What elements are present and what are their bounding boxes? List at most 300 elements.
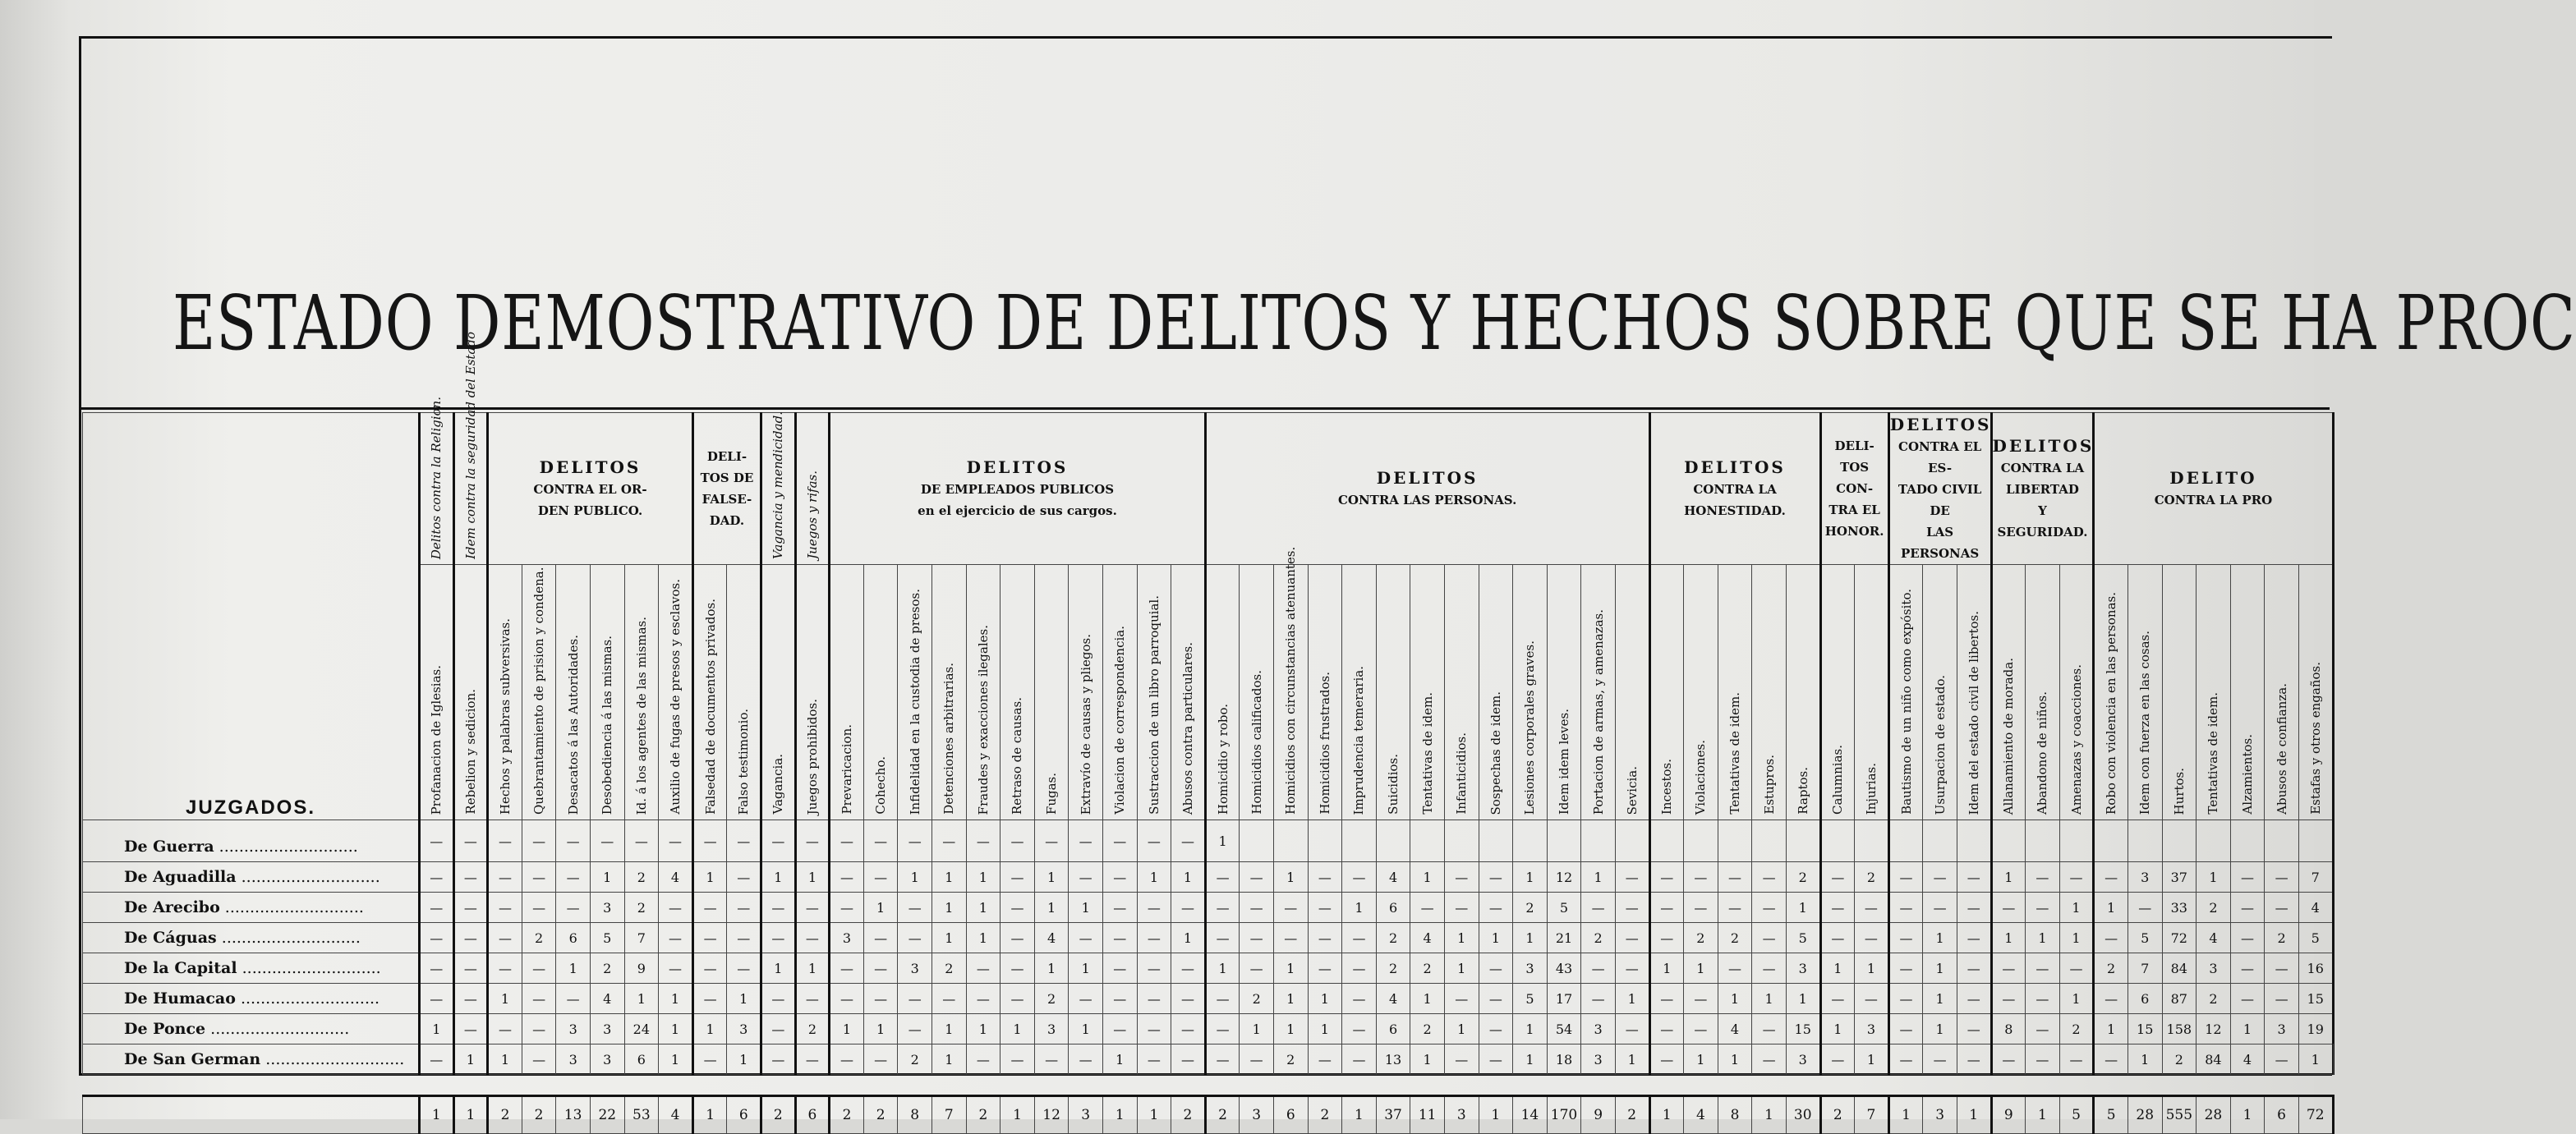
group-header-line: TOS CON- [1836,460,1874,496]
table-cell: 1 [1000,1014,1035,1044]
table-cell: 1 [1410,984,1445,1014]
column-header-text: Bautismo de un niño como expósito. [1898,589,1914,815]
table-cell: — [1752,893,1787,923]
table-cell: — [2265,953,2299,984]
total-cell: 1 [1479,1096,1513,1134]
table-cell: 1 [1718,1044,1752,1075]
table-cell: — [692,1044,727,1075]
leader-dots: ............................ [214,838,358,856]
table-cell: — [1205,1044,1240,1075]
column-header-row [83,565,2334,820]
table-cell: — [692,953,727,984]
table-cell: — [1957,862,1991,893]
table-cell: — [1069,984,1103,1014]
table-cell: — [420,893,454,923]
court-name-text: De Aguadilla [124,868,237,886]
table-cell: — [863,1044,898,1075]
table-cell: 87 [2162,984,2196,1014]
leader-dots: ............................ [216,929,361,947]
column-header [2094,565,2128,820]
table-cell: — [556,984,591,1014]
table-cell [1240,820,1274,862]
column-header [898,565,932,820]
table-cell [2298,820,2333,862]
table-cell: 1 [1137,862,1171,893]
table-cell [1786,820,1820,862]
column-header-text: Sevicia. [1624,765,1640,815]
table-cell: — [1444,862,1479,893]
total-cell: 1 [1342,1096,1377,1134]
table-cell: 1 [1479,923,1513,953]
column-header [2196,565,2231,820]
table-cell: — [1752,862,1787,893]
table-cell: — [1684,862,1718,893]
table-cell: 1 [420,1014,454,1044]
table-cell: — [1888,984,1923,1014]
table-cell: 2 [932,953,967,984]
table-cell: 3 [1581,1014,1616,1044]
table-cell: — [1957,984,1991,1014]
court-name-text: De Arecibo [124,898,220,916]
table-cell: — [1649,1014,1684,1044]
column-header-text: Tentativas de idem. [1727,692,1742,815]
column-header-text: Extravío de causas y pliegos. [1078,633,1093,815]
table-cell [2059,820,2094,862]
group-header-line: DELI- [1834,438,1874,453]
column-header-text: Abandono de niños. [2035,691,2050,815]
table-cell: 1 [1820,1014,1855,1044]
total-cell: 6 [1273,1096,1308,1134]
table-cell: 1 [659,984,693,1014]
table-cell: — [1615,953,1649,984]
column-header-text: Infidelidad en la custodia de presos. [907,588,922,815]
group-header [488,413,693,565]
table-cell: 1 [659,1014,693,1044]
table-cell: — [1205,984,1240,1014]
table-cell: 9 [624,953,659,984]
column-header [863,565,898,820]
leader-dots: ............................ [260,1050,405,1068]
table-cell: 3 [1786,1044,1820,1075]
table-cell: — [1479,862,1513,893]
table-cell: — [692,893,727,923]
table-cell: 6 [1376,1014,1410,1044]
table-cell: 1 [1513,1014,1548,1044]
table-cell: — [1888,862,1923,893]
total-cell: 9 [1581,1096,1616,1134]
table-cell [1957,820,1991,862]
table-cell: 3 [590,893,624,923]
column-header [727,565,761,820]
table-cell: 1 [1684,953,1718,984]
column-header [1171,565,1206,820]
group-header-line: CONTRA EL OR- [533,482,647,497]
total-cell: 3 [1444,1096,1479,1134]
table-cell: 2 [1513,893,1548,923]
table-cell: — [1171,984,1206,1014]
table-cell: — [2094,1044,2128,1075]
column-header [2298,565,2333,820]
table-cell: — [2265,862,2299,893]
table-cell: — [453,893,488,923]
table-cell: — [488,893,522,923]
table-cell: — [1444,893,1479,923]
total-cell: 4 [659,1096,693,1134]
table-cell: — [1479,953,1513,984]
table-cell: 2 [624,862,659,893]
column-header [1547,565,1581,820]
group-header [761,413,796,565]
table-cell: 15 [1786,1014,1820,1044]
total-cell: 6 [795,1096,830,1134]
table-cell: — [1342,923,1377,953]
table-cell: — [1137,984,1171,1014]
table-cell: 1 [1615,1044,1649,1075]
table-cell: 2 [795,1014,830,1044]
table-cell: — [2265,984,2299,1014]
table-cell: 1 [1444,953,1479,984]
column-header [1034,565,1069,820]
table-cell: 3 [1513,953,1548,984]
total-cell: 2 [966,1096,1000,1134]
table-cell: — [2026,862,2060,893]
group-header-text: Delitos contra la Religion. [429,396,444,559]
table-cell: — [1855,984,1889,1014]
column-header [2128,565,2162,820]
table-cell: 1 [1444,1014,1479,1044]
table-cell: — [1308,1044,1342,1075]
table-cell: — [2026,953,2060,984]
table-cell: 15 [2128,1014,2162,1044]
table-cell: — [1137,820,1171,862]
column-header-text: Violaciones. [1693,739,1709,815]
column-header [1820,565,1855,820]
court-name-text: De Cáguas [124,929,217,947]
table-cell [1513,820,1548,862]
table-cell: — [863,862,898,893]
header-rule [79,407,2330,410]
group-header-text: Vagancia y mendicidad. [770,411,786,559]
table-cell: 7 [624,923,659,953]
table-cell: — [1752,953,1787,984]
table-cell: — [1171,893,1206,923]
table-cell: 6 [2128,984,2162,1014]
table-cell: 1 [761,862,796,893]
table-cell: — [795,923,830,953]
table-cell: — [932,984,967,1014]
table-cell: — [1034,820,1069,862]
table-cell: — [2026,1014,2060,1044]
table-cell: 6 [1376,893,1410,923]
total-cell: 3 [1240,1096,1274,1134]
total-cell: 2 [488,1096,522,1134]
table-cell: — [1991,893,2026,923]
column-header-text: Prevaricacion. [840,724,855,815]
group-header-line: TADO CIVIL DE [1898,482,1982,518]
table-cell: 1 [761,953,796,984]
column-header [1444,565,1479,820]
table-cell: 7 [2298,862,2333,893]
table-cell: — [1991,1044,2026,1075]
total-cell: 11 [1410,1096,1445,1134]
table-cell: 1 [1786,893,1820,923]
table-cell: 1 [1308,984,1342,1014]
table-cell: — [1888,1044,1923,1075]
column-header-text: Raptos. [1795,767,1810,815]
table-cell: 2 [1410,953,1445,984]
table-cell: 1 [1649,953,1684,984]
table-cell: — [1137,923,1171,953]
table-cell: 1 [932,1044,967,1075]
table-cell: — [420,1044,454,1075]
table-cell: 3 [2265,1014,2299,1044]
table-cell: 5 [1547,893,1581,923]
table-cell: 1 [1069,893,1103,923]
total-cell: 1 [2230,1096,2265,1134]
total-cell: 1 [1957,1096,1991,1134]
group-header-line: HONOR. [1824,524,1884,539]
table-cell: — [556,893,591,923]
column-header [420,565,454,820]
court-name [83,1014,420,1044]
table-cell: — [453,923,488,953]
table-cell [1888,820,1923,862]
column-header-text: Alzamientos. [2240,734,2255,815]
table-cell: 1 [1820,953,1855,984]
table-cell: — [1718,862,1752,893]
column-header [1308,565,1342,820]
column-header [1923,565,1957,820]
table-cell: — [1171,953,1206,984]
table-cell: — [1581,984,1616,1014]
column-header-text: Desacatos á las Autoridades. [565,634,581,815]
column-header-text: Juegos prohibidos. [804,698,820,815]
table-cell: 16 [2298,953,2333,984]
column-header [624,565,659,820]
group-header-text: Juegos y rifas. [804,471,820,559]
table-cell: — [1000,984,1035,1014]
table-cell: 2 [1684,923,1718,953]
column-header [488,565,522,820]
table-cell [2094,820,2128,862]
table-cell: 4 [1718,1014,1752,1044]
column-header [1205,565,1240,820]
total-cell: 2 [761,1096,796,1134]
table-cell: — [761,984,796,1014]
column-header [522,565,556,820]
total-cell: 1 [1000,1096,1035,1134]
spacer-cell [83,1075,2334,1096]
table-cell [1376,820,1410,862]
column-header-text: Infanticidios. [1454,732,1470,815]
table-cell: — [1000,953,1035,984]
table-cell: — [1000,820,1035,862]
table-cell: 1 [932,893,967,923]
table-cell: 2 [522,923,556,953]
table-cell: — [1923,893,1957,923]
table-cell: — [1308,953,1342,984]
table-cell: 1 [1513,862,1548,893]
table-cell: — [830,862,864,893]
table-cell: — [522,1014,556,1044]
table-cell: — [1240,953,1274,984]
table-cell: 3 [1786,953,1820,984]
table-cell: 1 [692,1014,727,1044]
table-row [83,953,2334,984]
column-header [2265,565,2299,820]
table-cell: — [830,953,864,984]
column-header-text: Tentativas de idem. [2206,692,2221,815]
table-cell: — [1991,984,2026,1014]
group-header-line: LAS PERSONAS [1900,525,1980,561]
table-row [83,893,2334,923]
column-header-text: Robo con violencia en las personas. [2104,591,2119,815]
table-cell: 2 [2059,1014,2094,1044]
table-cell: — [761,923,796,953]
table-cell: 1 [1855,1044,1889,1075]
column-header-text: Calumnias. [1830,745,1846,815]
table-cell: — [1615,893,1649,923]
column-header-text: Vagancia. [770,754,786,815]
column-header [1240,565,1274,820]
table-cell: — [522,820,556,862]
table-cell [1820,820,1855,862]
table-cell: 1 [1205,953,1240,984]
court-name [83,820,420,862]
table-cell: — [1957,923,1991,953]
table-cell: 4 [2196,923,2231,953]
table-cell: — [795,984,830,1014]
table-cell: — [1684,1014,1718,1044]
total-cell: 1 [1752,1096,1787,1134]
table-cell: — [761,1014,796,1044]
table-cell: 3 [830,923,864,953]
column-header-text: Quebrantamiento de prision y condena. [531,567,547,815]
total-cell: 1 [692,1096,727,1134]
table-cell: 1 [1444,923,1479,953]
table-cell: 1 [1171,862,1206,893]
column-header [1786,565,1820,820]
table-cell: — [795,820,830,862]
table-cell: — [1888,893,1923,923]
group-header [1820,413,1888,565]
column-header [2026,565,2060,820]
column-header [2230,565,2265,820]
group-header-line: LIBERTAD [2005,482,2079,497]
table-cell: 1 [966,862,1000,893]
table-cell: 1 [727,1044,761,1075]
table-row [83,1044,2334,1075]
table-cell: 1 [2059,984,2094,1014]
table-cell: — [1102,1014,1137,1044]
group-header-line: DELITOS [966,457,1069,477]
table-cell: 4 [2298,893,2333,923]
column-header [1376,565,1410,820]
total-cell: 2 [830,1096,864,1134]
table-row [83,984,2334,1014]
group-header [795,413,830,565]
table-cell: — [1479,1014,1513,1044]
column-header-text: Id. á los agentes de las mismas. [633,616,649,815]
table-cell: — [1684,893,1718,923]
table-cell: — [1102,953,1137,984]
column-header-text: Tentativas de idem. [1419,692,1435,815]
table-cell: — [795,893,830,923]
column-header-text: Falsedad de documentos privados. [702,599,718,815]
juzgados-label: JUZGADOS. [185,797,315,819]
total-cell: 1 [1137,1096,1171,1134]
table-cell: 3 [590,1014,624,1044]
table-cell: — [1820,984,1855,1014]
table-cell: — [1957,1044,1991,1075]
table-cell: — [453,862,488,893]
table-cell: — [863,820,898,862]
table-cell: 1 [556,953,591,984]
table-cell: — [624,820,659,862]
table-cell: 1 [1069,1014,1103,1044]
total-cell: 3 [1069,1096,1103,1134]
table-cell: — [1102,923,1137,953]
leader-dots: ............................ [219,898,364,916]
table-cell: 2 [1786,862,1820,893]
table-cell: — [522,1044,556,1075]
column-header [1718,565,1752,820]
table-cell: 5 [1513,984,1548,1014]
column-header-text: Sustraccion de un libro parroquial. [1146,595,1162,815]
table-cell: — [692,820,727,862]
table-cell [1855,820,1889,862]
total-cell: 6 [2265,1096,2299,1134]
table-cell: — [2059,862,2094,893]
table-cell: — [1342,1044,1377,1075]
column-header [966,565,1000,820]
table-cell: — [2265,893,2299,923]
table-cell: 4 [659,862,693,893]
group-header [830,413,1206,565]
table-cell: — [659,953,693,984]
table-cell: 1 [830,1014,864,1044]
table-cell: — [453,1014,488,1044]
table-cell [1342,820,1377,862]
table-cell [1581,820,1616,862]
table-cell: — [1444,984,1479,1014]
table-cell: 1 [488,984,522,1014]
column-header-text: Homicidios frustrados. [1317,672,1332,815]
group-header [1649,413,1820,565]
total-cell: 8 [898,1096,932,1134]
column-header [795,565,830,820]
table-cell: — [1718,953,1752,984]
table-cell: — [488,953,522,984]
table-cell: — [1205,1014,1240,1044]
table-cell: — [488,923,522,953]
table-cell: — [659,893,693,923]
total-cell: 7 [932,1096,967,1134]
table-cell: — [1137,1014,1171,1044]
table-cell: 5 [590,923,624,953]
table-cell: — [1444,1044,1479,1075]
table-cell: — [1000,862,1035,893]
column-header-text: Homicidios con circunstancias atenuantes. [1283,546,1299,815]
group-header [1888,413,1991,565]
total-cell: 2 [863,1096,898,1134]
total-cell: 2 [1308,1096,1342,1134]
table-cell: — [1205,923,1240,953]
column-header [453,565,488,820]
table-cell: 1 [1273,953,1308,984]
table-cell: — [1308,862,1342,893]
table-cell: 3 [556,1014,591,1044]
